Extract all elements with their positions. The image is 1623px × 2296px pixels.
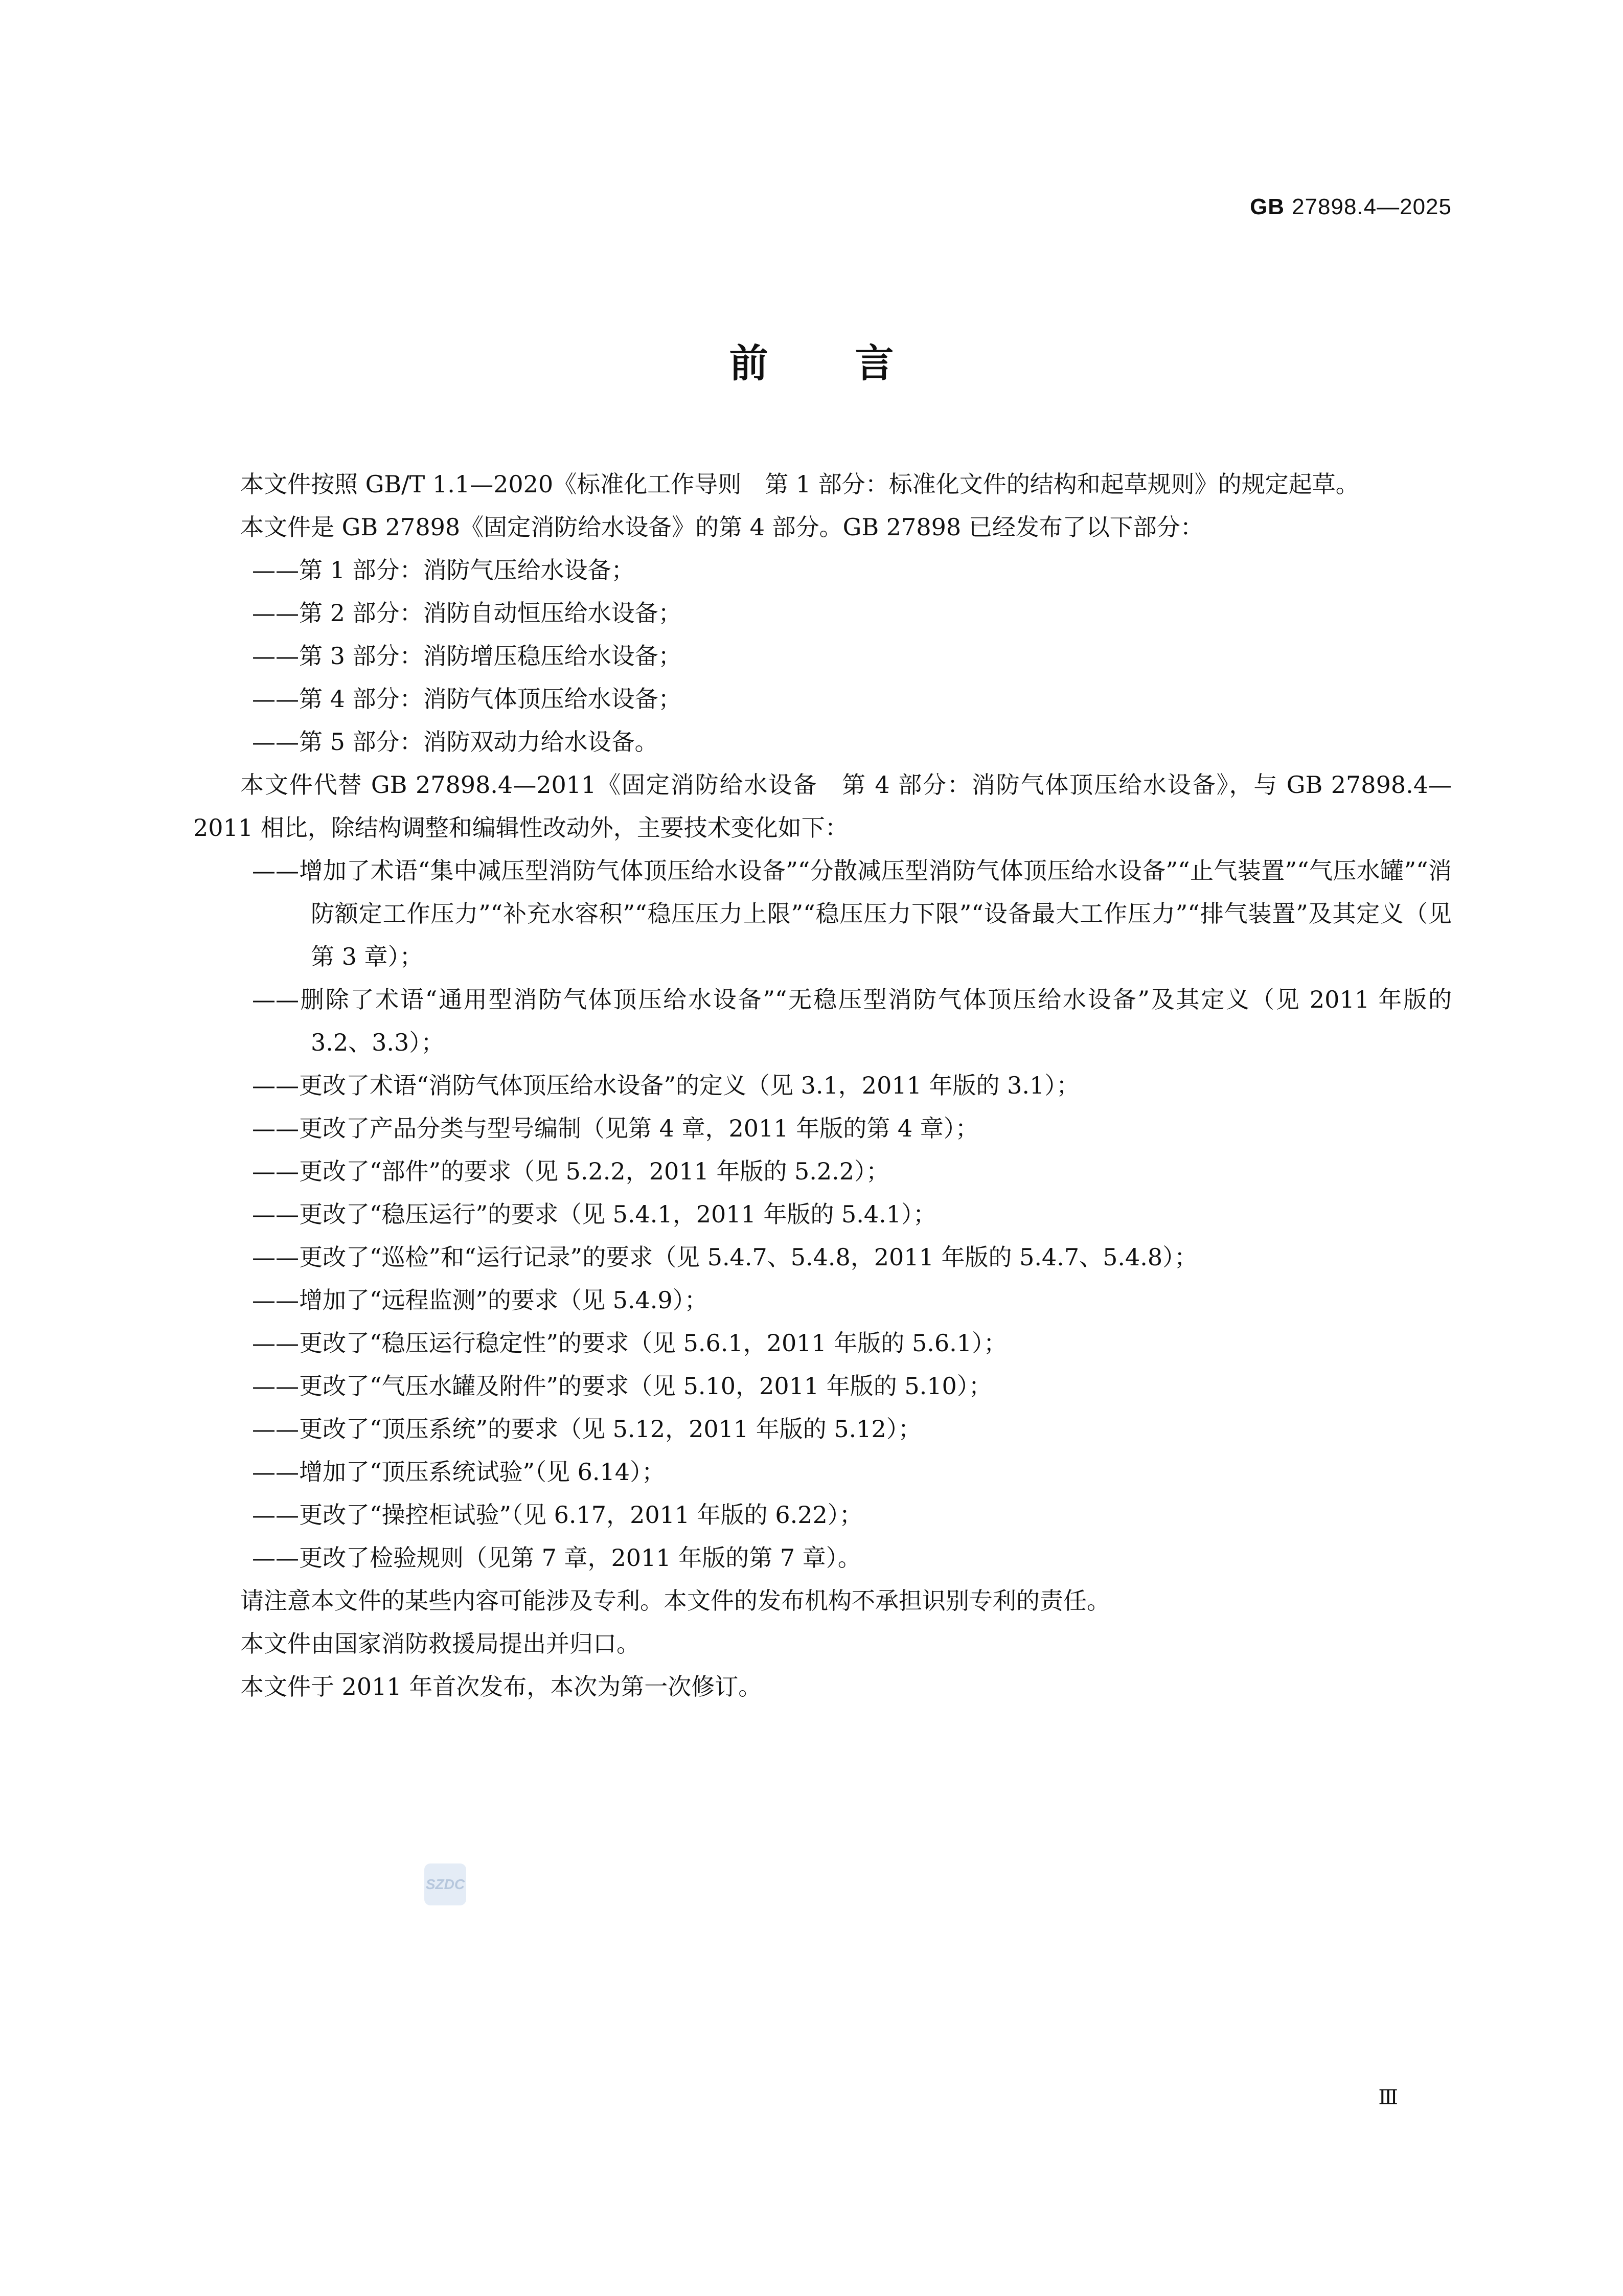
list-item-part: ——第 4 部分：消防气体顶压给水设备； xyxy=(252,685,682,713)
watermark-text: SZDC xyxy=(425,1876,465,1892)
paragraph-proposer: 本文件由国家消防救援局提出并归口。 xyxy=(240,1630,640,1657)
szdc-logo-icon xyxy=(424,1863,466,1905)
list-item-change: ——删除了术语“通用型消防气体顶压给水设备”“无稳压型消防气体顶压给水设备”及其定义（见 2011 年版的 3.2、3.3）； xyxy=(252,986,1452,1056)
paragraph-drafting-rules: 本文件按照 GB/T 1.1—2020《标准化工作导则 第 1 部分：标准化文件的结构和起草规则》的规定起草。 xyxy=(240,470,1359,498)
list-item-part: ——第 3 部分：消防增压稳压给水设备； xyxy=(252,642,682,670)
list-item-change: ——更改了“巡检”和“运行记录”的要求（见 5.4.7、5.4.8，2011 年版的 5.4.7、5.4.8）； xyxy=(252,1243,1198,1271)
list-item-change: ——更改了“部件”的要求（见 5.2.2，2011 年版的 5.2.2）； xyxy=(252,1157,890,1185)
paragraph-replacement: 本文件代替 GB 27898.4—2011《固定消防给水设备 第 4 部分：消防气体顶压给水设备》，与 GB 27898.4—2011 相比，除结构调整和编辑性改动外，主要技术变化如下： xyxy=(193,771,1452,842)
page-title xyxy=(0,332,1623,388)
foreword-body xyxy=(193,463,1452,1708)
list-item-change: ——增加了术语“集中减压型消防气体顶压给水设备”“分散减压型消防气体顶压给水设备”“止气装置”“气压水罐”“消防额定工作压力”“补充水容积”“稳压压力上限”“稳压压力下限”“设备最大工作压力”“排气装置”及其定义（见第 3 章）； xyxy=(252,857,1452,970)
list-item-change: ——更改了“操控柜试验”（见 6.17，2011 年版的 6.22）； xyxy=(252,1501,863,1529)
list-item-change: ——更改了“稳压运行”的要求（见 5.4.1，2011 年版的 5.4.1）； xyxy=(252,1200,937,1228)
title-char-2: 言 xyxy=(855,340,894,386)
list-item-part: ——第 1 部分：消防气压给水设备； xyxy=(252,556,635,584)
list-item-part: ——第 2 部分：消防自动恒压给水设备； xyxy=(252,599,682,627)
list-item-change: ——更改了“气压水罐及附件”的要求（见 5.10，2011 年版的 5.10）； xyxy=(252,1372,992,1400)
list-item-change: ——增加了“远程监测”的要求（见 5.4.9）； xyxy=(252,1286,708,1314)
document-code-number: 27898.4—2025 xyxy=(1292,194,1452,219)
list-item-change: ——更改了术语“消防气体顶压给水设备”的定义（见 3.1，2011 年版的 3.1）； xyxy=(252,1072,1080,1099)
list-item-change: ——更改了检验规则（见第 7 章，2011 年版的第 7 章）。 xyxy=(252,1544,861,1572)
document-code xyxy=(1250,194,1452,220)
list-item-change: ——更改了产品分类与型号编制（见第 4 章，2011 年版的第 4 章）； xyxy=(252,1115,979,1142)
paragraph-history: 本文件于 2011 年首次发布，本次为第一次修订。 xyxy=(240,1673,762,1700)
paragraph-patent-notice: 请注意本文件的某些内容可能涉及专利。本文件的发布机构不承担识别专利的责任。 xyxy=(240,1587,1110,1615)
document-code-prefix: GB xyxy=(1250,194,1285,219)
page-number: Ⅲ xyxy=(1378,2086,1398,2109)
title-char-1: 前 xyxy=(729,340,768,386)
paragraph-series-intro: 本文件是 GB 27898《固定消防给水设备》的第 4 部分。GB 27898 已经发布了以下部分： xyxy=(240,513,1204,541)
list-item-change: ——更改了“稳压运行稳定性”的要求（见 5.6.1，2011 年版的 5.6.1）； xyxy=(252,1329,1008,1357)
list-item-part: ——第 5 部分：消防双动力给水设备。 xyxy=(252,728,658,756)
list-item-change: ——更改了“顶压系统”的要求（见 5.12，2011 年版的 5.12）； xyxy=(252,1415,922,1443)
list-item-change: ——增加了“顶压系统试验”（见 6.14）； xyxy=(252,1458,666,1486)
